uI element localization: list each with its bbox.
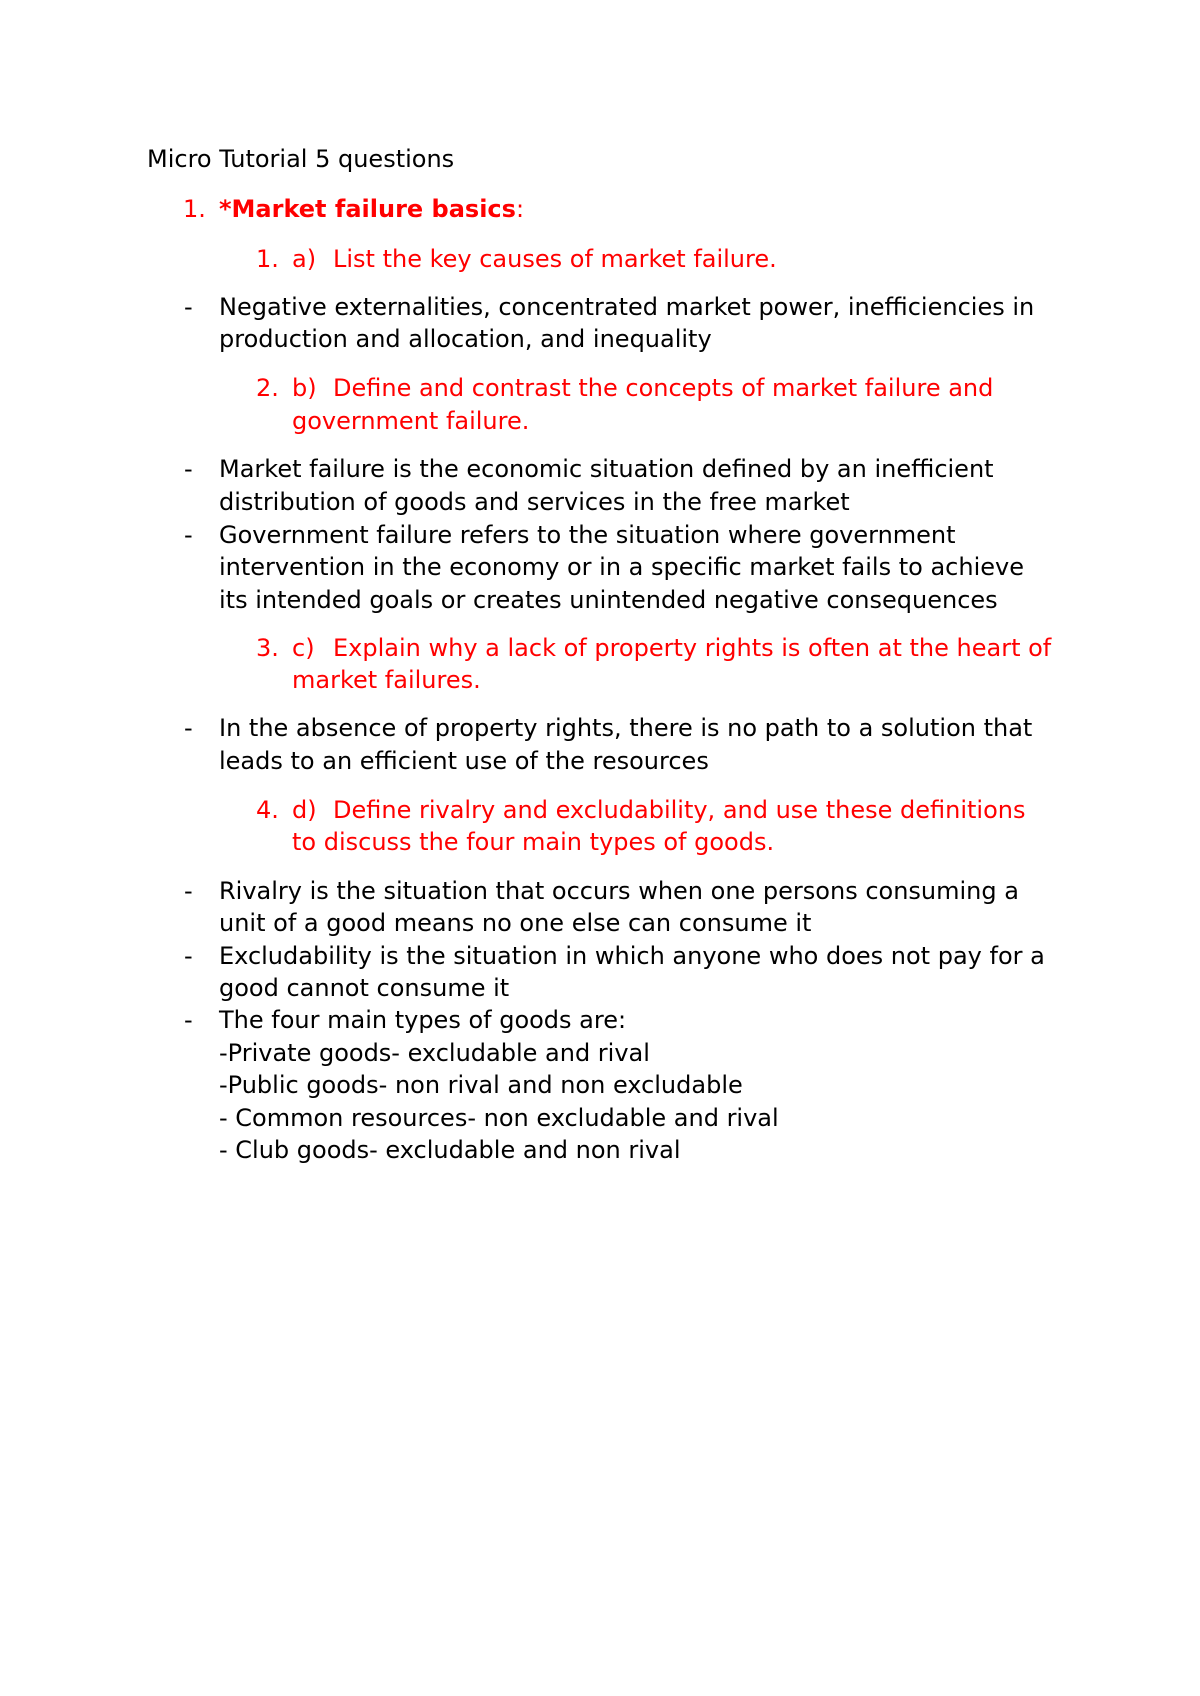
question-a-letter: a) (292, 245, 317, 273)
answer-text-line: distribution of goods and services in the free market (219, 488, 850, 516)
answer-bullet: - (184, 714, 193, 742)
question-b-number: 2. (256, 374, 279, 402)
answer-text-line: Market failure is the economic situation defined by an inefficient (219, 455, 994, 483)
goods-type-line: - Club goods- excludable and non rival (219, 1136, 681, 1164)
goods-type-line: -Private goods- excludable and rival (219, 1039, 650, 1067)
answer-text-line: Rivalry is the situation that occurs when one persons consuming a (219, 877, 1019, 905)
answer-bullet: - (184, 877, 193, 905)
main-item-suffix: : (515, 195, 525, 223)
answer-text-line: In the absence of property rights, there is no path to a solution that (219, 714, 1033, 742)
answer-text-line: production and allocation, and inequality (219, 325, 712, 353)
question-c-text-cont: market failures. (292, 666, 481, 694)
answer-text-line: intervention in the economy or in a specific market fails to achieve (219, 553, 1024, 581)
question-a-text: List the key causes of market failure. (333, 245, 777, 273)
answer-text-line: unit of a good means no one else can consume it (219, 909, 812, 937)
question-c-number: 3. (256, 634, 279, 662)
answer-text-line: Government failure refers to the situation where government (219, 521, 956, 549)
answer-text-line: Excludability is the situation in which anyone who does not pay for a (219, 942, 1045, 970)
question-d-letter: d) (292, 796, 317, 824)
answer-bullet: - (184, 455, 193, 483)
answer-bullet: - (184, 293, 193, 321)
question-c-letter: c) (292, 634, 315, 662)
goods-type-line: -Public goods- non rival and non excludable (219, 1071, 743, 1099)
answer-text-line: good cannot consume it (219, 974, 510, 1002)
answer-bullet: - (184, 942, 193, 970)
main-item-heading (219, 193, 524, 225)
question-b-text-cont: government failure. (292, 407, 530, 435)
document-title: Micro Tutorial 5 questions (147, 145, 455, 173)
answer-bullet: - (184, 521, 193, 549)
question-b-text: Define and contrast the concepts of market failure and (333, 374, 994, 402)
question-c-text: Explain why a lack of property rights is often at the heart of (333, 634, 1052, 662)
answer-text-line: Negative externalities, concentrated market power, inefficiencies in (219, 293, 1035, 321)
answer-text-line: leads to an efficient use of the resources (219, 747, 709, 775)
answer-bullet: - (184, 1006, 193, 1034)
question-d-number: 4. (256, 796, 279, 824)
main-item-label: *Market failure basics (219, 195, 516, 223)
goods-type-line: - Common resources- non excludable and rival (219, 1104, 779, 1132)
question-d-text: Define rivalry and excludability, and use these definitions (333, 796, 1026, 824)
answer-text-line: The four main types of goods are: (219, 1006, 627, 1034)
question-a-number: 1. (256, 245, 279, 273)
answer-text-line: its intended goals or creates unintended negative consequences (219, 586, 998, 614)
main-item-number: 1. (183, 195, 206, 223)
question-d-text-cont: to discuss the four main types of goods. (292, 828, 775, 856)
question-b-letter: b) (292, 374, 317, 402)
